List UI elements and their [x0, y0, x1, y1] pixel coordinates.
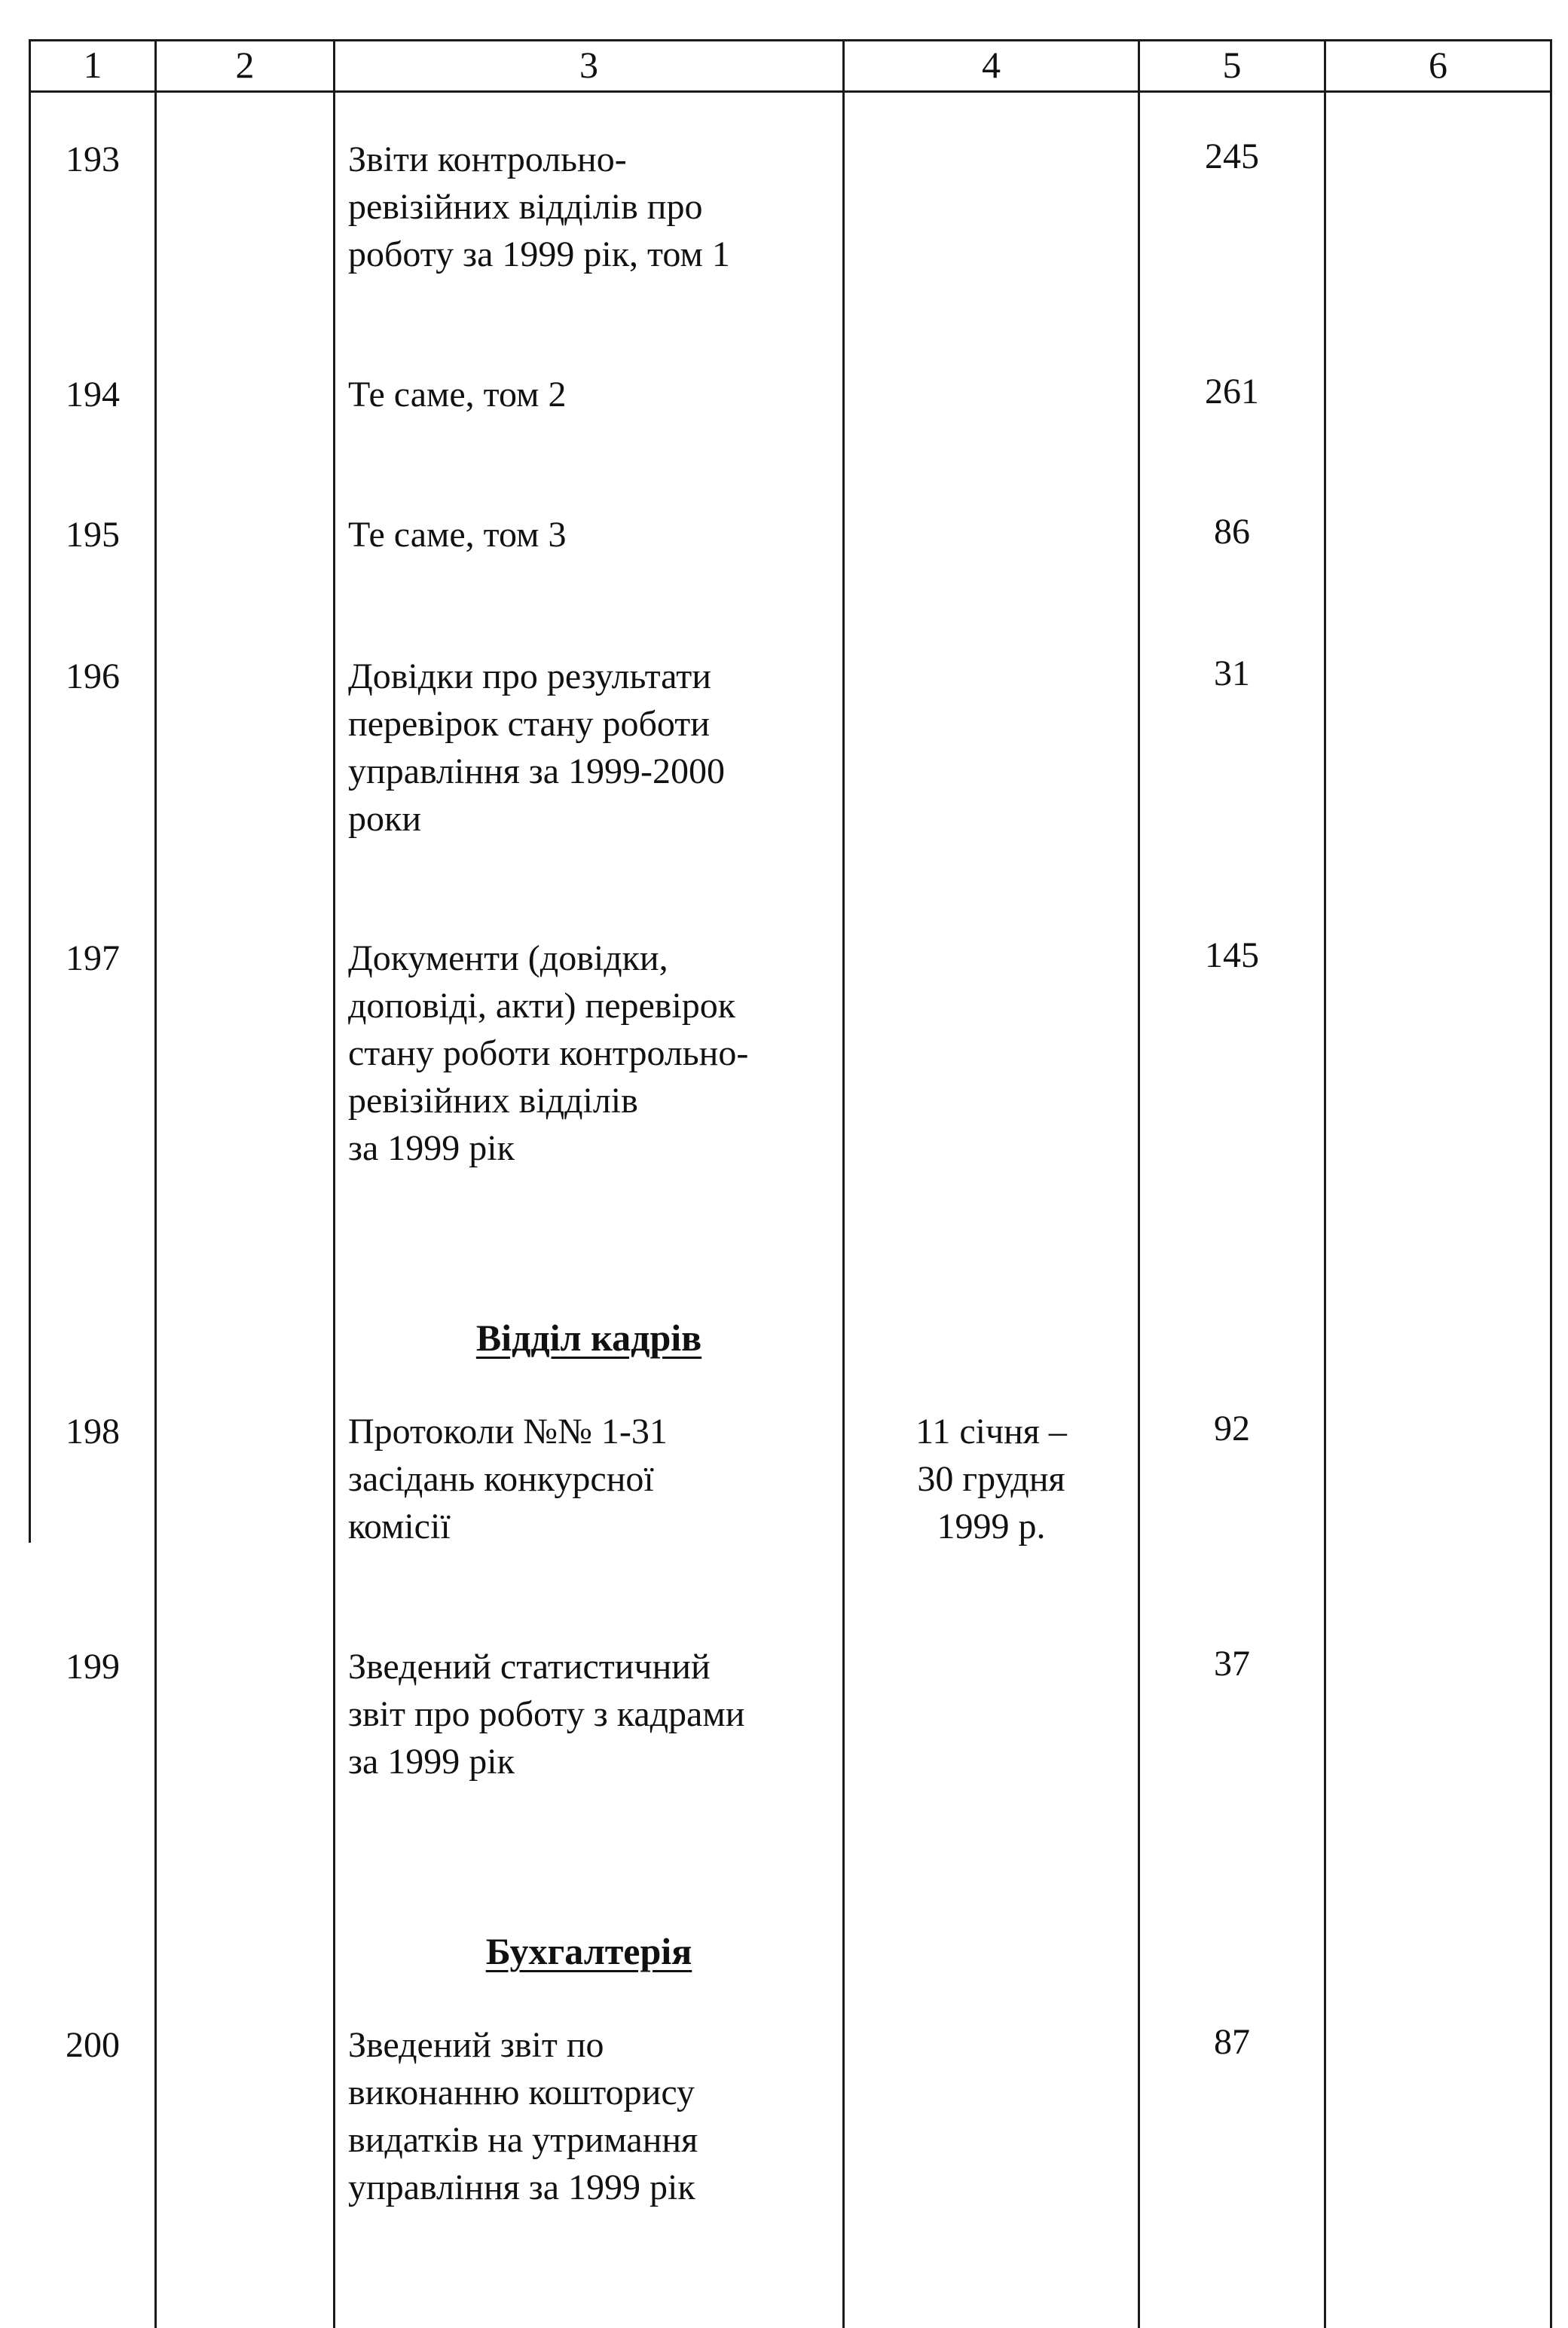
record-title: Зведений статистичний звіт про роботу з кадрами за 1999 рік [348, 1647, 745, 1782]
column-header-3: 3 [579, 44, 598, 86]
record-pages: 92 [1214, 1409, 1250, 1448]
record-number: 200 [66, 2025, 120, 2065]
column-header-5: 5 [1222, 44, 1242, 86]
record-number: 195 [66, 515, 120, 555]
record-title: Протоколи №№ 1-31 засідань конкурсної комісії [348, 1412, 668, 1546]
record-number: 198 [66, 1412, 120, 1452]
record-pages: 261 [1205, 372, 1259, 411]
record-number: 197 [66, 938, 120, 978]
record-pages: 86 [1214, 512, 1250, 552]
record-title: Зведений звіт по виконанню кошторису видатків на утримання управління за 1999 рік [348, 2025, 698, 2207]
section-heading-personnel: Відділ кадрів [475, 1317, 702, 1359]
record-title: Те саме, том 2 [348, 375, 567, 415]
column-header-4: 4 [982, 44, 1001, 86]
section-heading-accounting: Бухгалтерія [485, 1930, 692, 1972]
column-header-1: 1 [83, 44, 102, 86]
record-title: Довідки про результати перевірок стану роботи управління за 1999-2000 роки [348, 656, 726, 839]
column-border-1-2 [154, 39, 157, 2328]
column-border-3-4 [842, 39, 845, 2328]
record-number: 194 [66, 375, 120, 415]
record-pages: 87 [1214, 2022, 1250, 2062]
record-title: Документи (довідки, доповіді, акти) перевірок стану роботи контрольно- ревізійних відділів за 1999 рік [348, 938, 749, 1168]
column-border-right [1550, 39, 1552, 2328]
column-border-left [29, 39, 31, 1543]
column-header-6: 6 [1429, 44, 1447, 86]
record-title: Те саме, том 3 [348, 515, 567, 555]
record-number: 193 [66, 139, 120, 179]
record-title: Звіти контрольно- ревізійних відділів про роботу за 1999 рік, том 1 [348, 139, 730, 274]
record-pages: 245 [1205, 136, 1259, 176]
record-pages: 37 [1214, 1644, 1250, 1684]
record-dates: 11 січня – 30 грудня 1999 р. [915, 1412, 1067, 1546]
column-header-2: 2 [235, 44, 255, 86]
record-number: 199 [66, 1647, 120, 1687]
record-number: 196 [66, 656, 120, 696]
record-pages: 31 [1214, 653, 1250, 693]
column-border-5-6 [1324, 39, 1326, 2328]
record-pages: 145 [1205, 935, 1259, 975]
column-border-2-3 [333, 39, 335, 2328]
